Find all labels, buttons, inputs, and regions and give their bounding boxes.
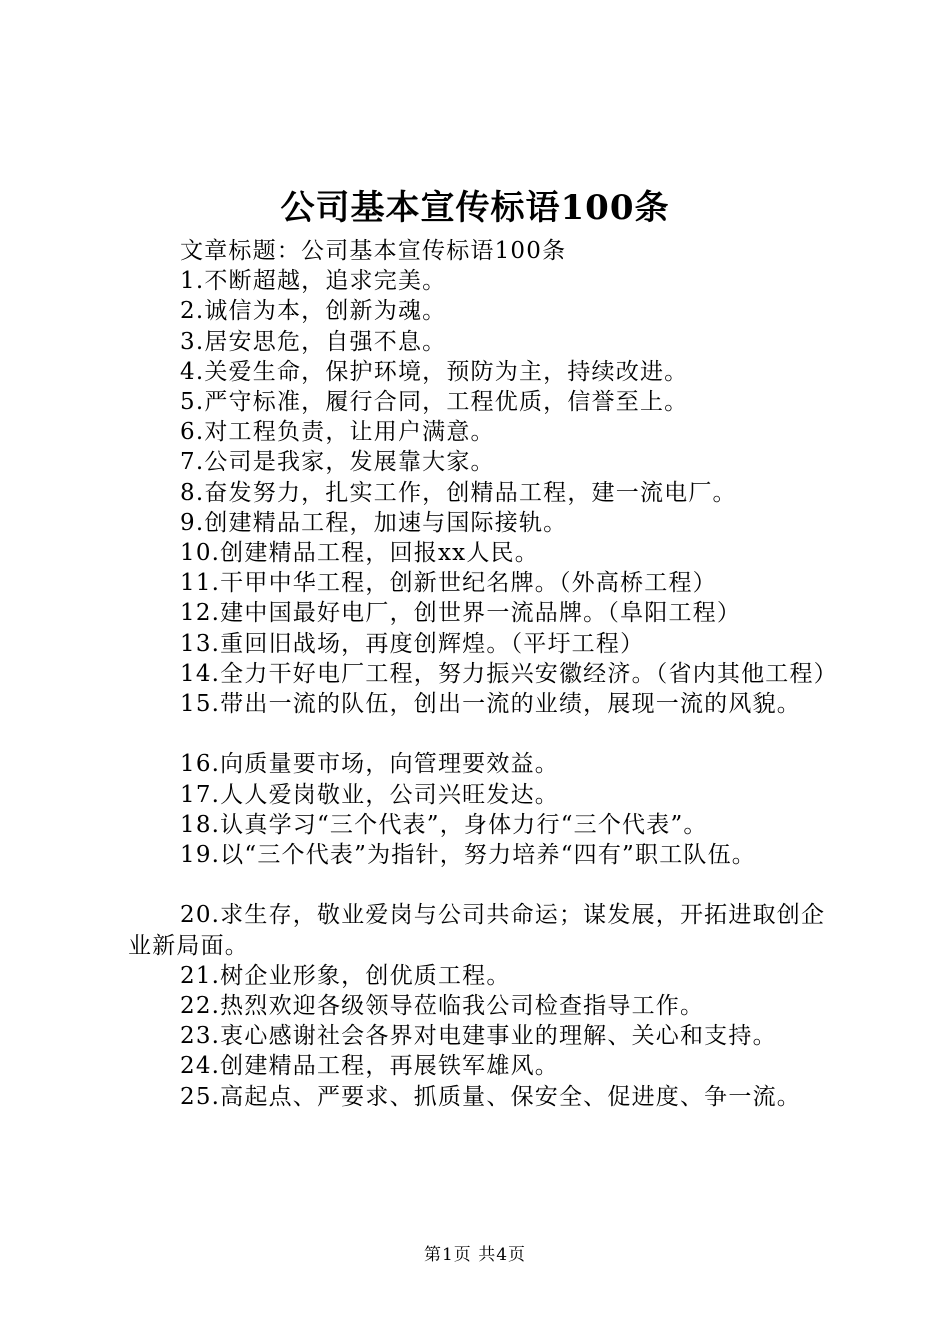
slogan-item: 24.创建精品工程，再展铁军雄风。 [180,1053,559,1080]
slogan-item: 18.认真学习“三个代表”，身体力行“三个代表”。 [180,811,708,838]
slogan-item: 14.全力干好电厂工程，努力振兴安徽经济。（省内其他工程） [180,660,838,687]
slogan-item: 17.人人爱岗敬业，公司兴旺发达。 [180,781,559,808]
slogan-item: 3.居安思危，自强不息。 [180,328,447,355]
slogan-item: 6.对工程负责，让用户满意。 [180,419,495,446]
slogan-item: 2.诚信为本，创新为魂。 [180,298,447,325]
slogan-item: 12.建中国最好电厂，创世界一流品牌。（阜阳工程） [180,600,742,627]
slogan-item: 10.创建精品工程，回报xx人民。 [180,540,539,567]
slogan-item: 13.重回旧战场，再度创辉煌。（平圩工程） [180,630,645,657]
slogan-item: 1.不断超越，追求完美。 [180,268,447,295]
slogan-item: 21.树企业形象，创优质工程。 [180,962,511,989]
paragraph-gap [128,719,838,749]
slogan-item: 7.公司是我家，发展靠大家。 [180,449,495,476]
paragraph-gap [128,870,838,900]
slogan-item: 23.衷心感谢社会各界对电建事业的理解、关心和支持。 [180,1023,777,1050]
slogan-item: 4.关爱生命，保护环境，预防为主，持续改进。 [180,358,689,385]
slogan-item: 9.创建精品工程，加速与国际接轨。 [180,509,568,536]
slogan-item: 8.奋发努力，扎实工作，创精品工程，建一流电厂。 [180,479,737,506]
slogan-item: 16.向质量要市场，向管理要效益。 [180,751,559,778]
slogan-item: 15.带出一流的队伍，创出一流的业绩，展现一流的风貌。 [180,691,801,718]
slogan-item: 19.以“三个代表”为指针，努力培养“四有”职工队伍。 [180,842,757,869]
article-title-line: 文章标题：公司基本宣传标语100条 [180,238,567,264]
slogan-item: 25.高起点、严要求、抓质量、保安全、促进度、争一流。 [180,1083,801,1110]
slogan-item: 20.求生存，敬业爱岗与公司共命运；谋发展，开拓进取创企业新局面。 [128,902,826,959]
page-number-footer: 第1页 共4页 [423,1245,527,1265]
document-title: 公司基本宣传标语100条 [280,188,670,228]
slogan-item: 11.干甲中华工程，创新世纪名牌。（外高桥工程） [180,570,717,597]
slogan-item: 5.严守标准，履行合同，工程优质，信誉至上。 [180,389,689,416]
document-body [128,236,838,1112]
slogan-item: 22.热烈欢迎各级领导莅临我公司检查指导工作。 [180,993,705,1020]
